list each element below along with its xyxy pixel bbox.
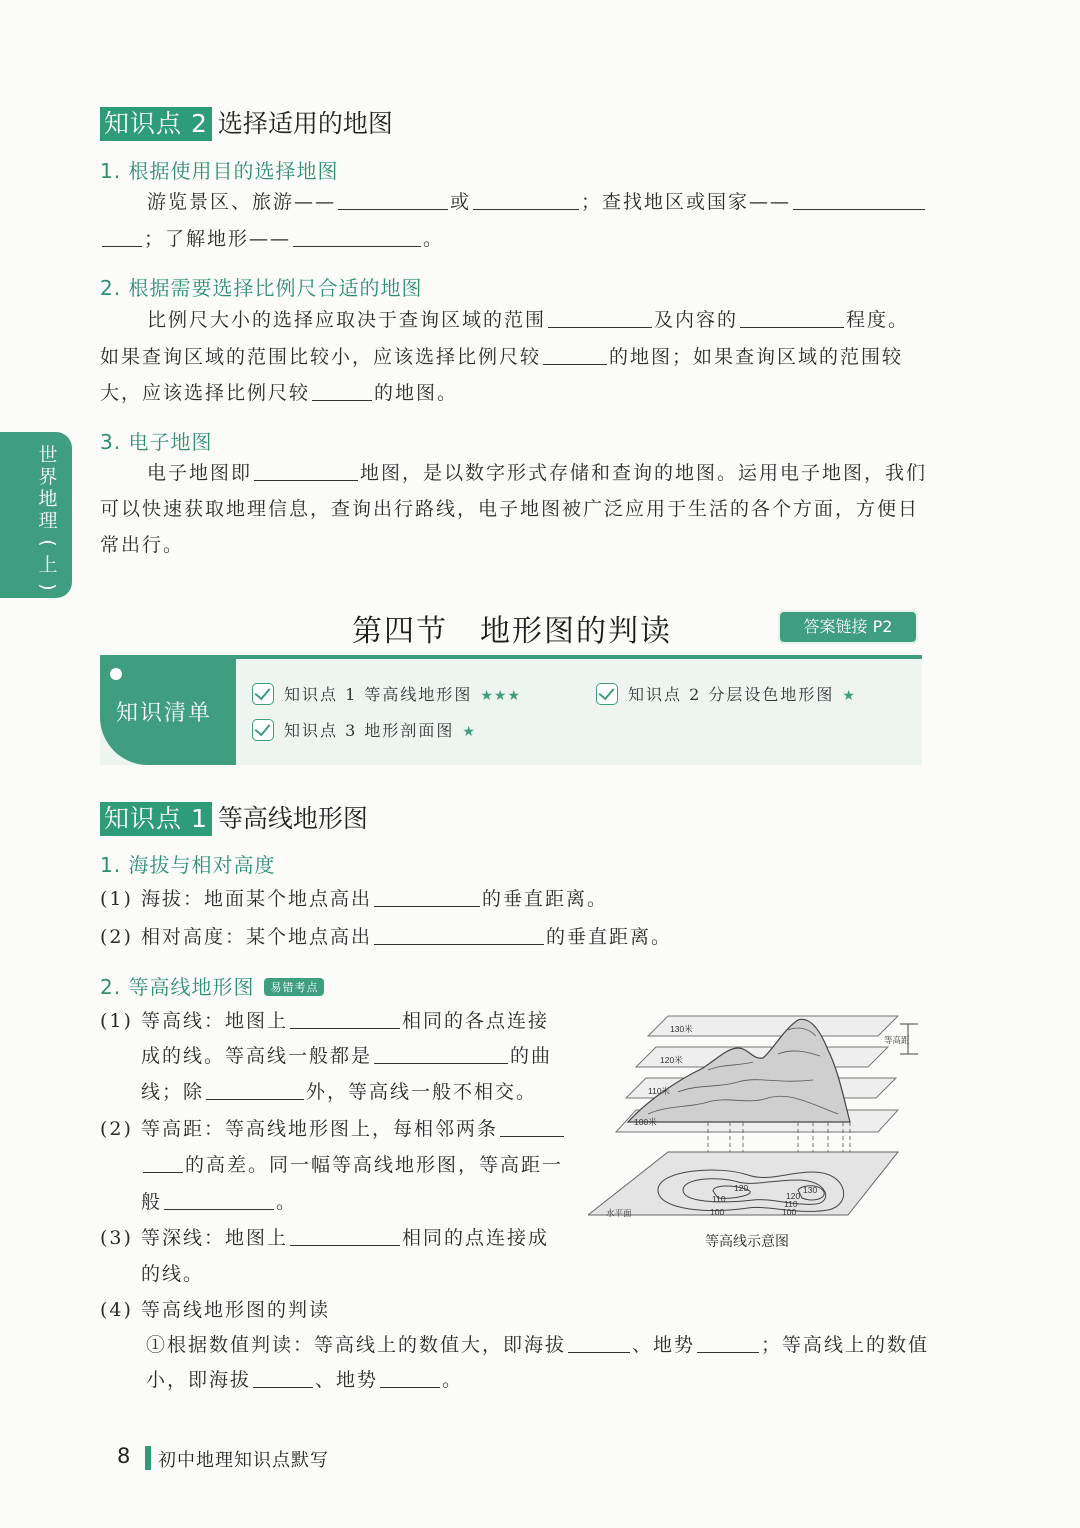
blank[interactable] (206, 1077, 304, 1100)
blank[interactable] (374, 922, 544, 945)
kp1-tag: 知识点 1 (100, 802, 212, 836)
blank[interactable] (290, 1006, 400, 1029)
blank[interactable] (253, 1365, 313, 1388)
label-110m: 110米 (648, 1086, 671, 1096)
label-100m: 100米 (634, 1117, 657, 1127)
kp2-s3-line2: 可以快速获取地理信息，查询出行路线，电子地图被广泛应用于生活的各个方面，方便日 (100, 498, 920, 520)
blank[interactable] (338, 187, 448, 210)
answer-link-button[interactable]: 答案链接 P2 (778, 610, 918, 644)
kp1-s2-p4-line1: ①根据数值判读：等高线上的数值大，即海拔 、地势 ；等高线上的数值 (146, 1327, 929, 1364)
kp1-s2-p4-heading: (4) 等高线地形图的判读 (100, 1299, 330, 1321)
kp1-s2-p1-line1: (1) 等高线：地图上 相同的各点连接 (100, 1003, 549, 1040)
error-prone-badge: 易错考点 (264, 978, 324, 996)
kp2-s2-line1: 比例尺大小的选择应取决于查询区域的范围 及内容的 程度。 (147, 302, 909, 339)
blank[interactable] (143, 1150, 183, 1173)
kp2-header (100, 104, 393, 141)
side-tab-label: 世 界 地 理 ( 上 ) (37, 444, 59, 591)
star-icon: ★ (842, 688, 856, 704)
blank[interactable] (164, 1187, 274, 1210)
knowledge-list-item[interactable]: 知识点 3 地形剖面图 ★ (252, 718, 476, 741)
kp2-s2-line3: 大，应该选择比例尺较 的地图。 (100, 375, 458, 412)
label-plane: 水平面 (606, 1208, 632, 1218)
page-number: 8 (117, 1444, 131, 1468)
kp1-s2-p1-line3: 线；除 外，等高线一般不相交。 (141, 1074, 537, 1111)
kp1-s2-heading: 2. 等高线地形图 易错考点 (100, 971, 324, 1000)
star-icon: ★ (462, 724, 476, 740)
kp2-s2-heading: 2. 根据需要选择比例尺合适的地图 (100, 276, 423, 300)
contour-diagram (588, 1010, 928, 1225)
blank[interactable] (293, 224, 421, 247)
kp1-s2-p4-line2: 小，即海拔 、地势 。 (146, 1362, 463, 1399)
blank[interactable] (312, 378, 372, 401)
knowledge-list-item[interactable]: 知识点 2 分层设色地形图 ★ (596, 682, 856, 705)
blank[interactable] (254, 458, 358, 481)
kp1-s2-p3-line2: 的线。 (141, 1263, 205, 1285)
book-title: 初中地理知识点默写 (158, 1450, 329, 1471)
kp1-s2-p3-line1: (3) 等深线：地图上 相同的点连接成 (100, 1220, 549, 1257)
footer-bar (145, 1446, 151, 1470)
kp2-s3-line1: 电子地图即 地图，是以数字形式存储和查询的地图。运用电子地图，我们 (147, 455, 927, 492)
kp1-header (100, 799, 368, 836)
kp1-s2-p2-line2: 的高差。同一幅等高线地形图，等高距一 (141, 1147, 563, 1184)
kp2-s3-line3: 常出行。 (100, 534, 185, 556)
kp1-s2-p2-line3: 般 。 (141, 1184, 297, 1221)
star-icon: ★★★ (480, 688, 522, 704)
contour-label: 120 (786, 1191, 801, 1201)
contour-label: 110 (712, 1194, 726, 1204)
kp2-s1-line2: ；了解地形—— 。 (100, 221, 444, 258)
blank[interactable] (102, 224, 142, 247)
dot-icon (110, 668, 122, 680)
contour-label: 100 (710, 1207, 725, 1217)
kp2-tag: 知识点 2 (100, 107, 212, 141)
checkbox-icon[interactable] (252, 719, 274, 741)
label-interval: 等高距 (884, 1035, 910, 1045)
contour-label: 100 (782, 1207, 797, 1217)
blank[interactable] (740, 305, 844, 328)
kp2-s1-line1: 游览景区、旅游—— 或 ；查找地区或国家—— (147, 184, 927, 221)
blank[interactable] (290, 1223, 400, 1246)
kp2-title: 选择适用的地图 (217, 109, 393, 138)
blank[interactable] (793, 187, 925, 210)
kp1-title: 等高线地形图 (217, 804, 368, 833)
blank[interactable] (568, 1330, 630, 1353)
kp2-s2-line2: 如果查询区域的范围比较小，应该选择比例尺较 的地图；如果查询区域的范围较 (100, 339, 903, 376)
kp2-s3-heading: 3. 电子地图 (100, 430, 213, 454)
blank[interactable] (374, 1041, 508, 1064)
blank[interactable] (374, 884, 480, 907)
kp2-s1-heading: 1. 根据使用目的选择地图 (100, 159, 339, 183)
blank[interactable] (697, 1330, 759, 1353)
knowledge-list-label: 知识清单 (116, 701, 213, 726)
contour-label: 130 (803, 1185, 818, 1195)
figure-caption: 等高线示意图 (705, 1234, 789, 1250)
label-120m: 120米 (660, 1055, 683, 1065)
label-130m: 130米 (670, 1024, 693, 1034)
kp1-s2-p2-line1: (2) 等高距：等高线地形图上，每相邻两条 (100, 1111, 566, 1148)
contour-label: 110 (784, 1199, 798, 1209)
kp1-s2-p1-line2: 成的线。等高线一般都是 的曲 (141, 1038, 552, 1075)
kp1-s1-line1: (1) 海拔：地面某个地点高出 的垂直距离。 (100, 881, 608, 918)
kp1-s1-heading: 1. 海拔与相对高度 (100, 853, 276, 877)
knowledge-list-item[interactable]: 知识点 1 等高线地形图 ★★★ (252, 682, 521, 705)
blank[interactable] (543, 342, 607, 365)
section-title: 第四节 地形图的判读 (352, 614, 672, 649)
checkbox-icon[interactable] (596, 683, 618, 705)
blank[interactable] (500, 1114, 564, 1137)
blank[interactable] (380, 1365, 440, 1388)
checkbox-icon[interactable] (252, 683, 274, 705)
kp1-s1-line2: (2) 相对高度：某个地点高出 的垂直距离。 (100, 919, 672, 956)
blank[interactable] (473, 187, 579, 210)
blank[interactable] (548, 305, 652, 328)
contour-label: 120 (734, 1183, 749, 1193)
